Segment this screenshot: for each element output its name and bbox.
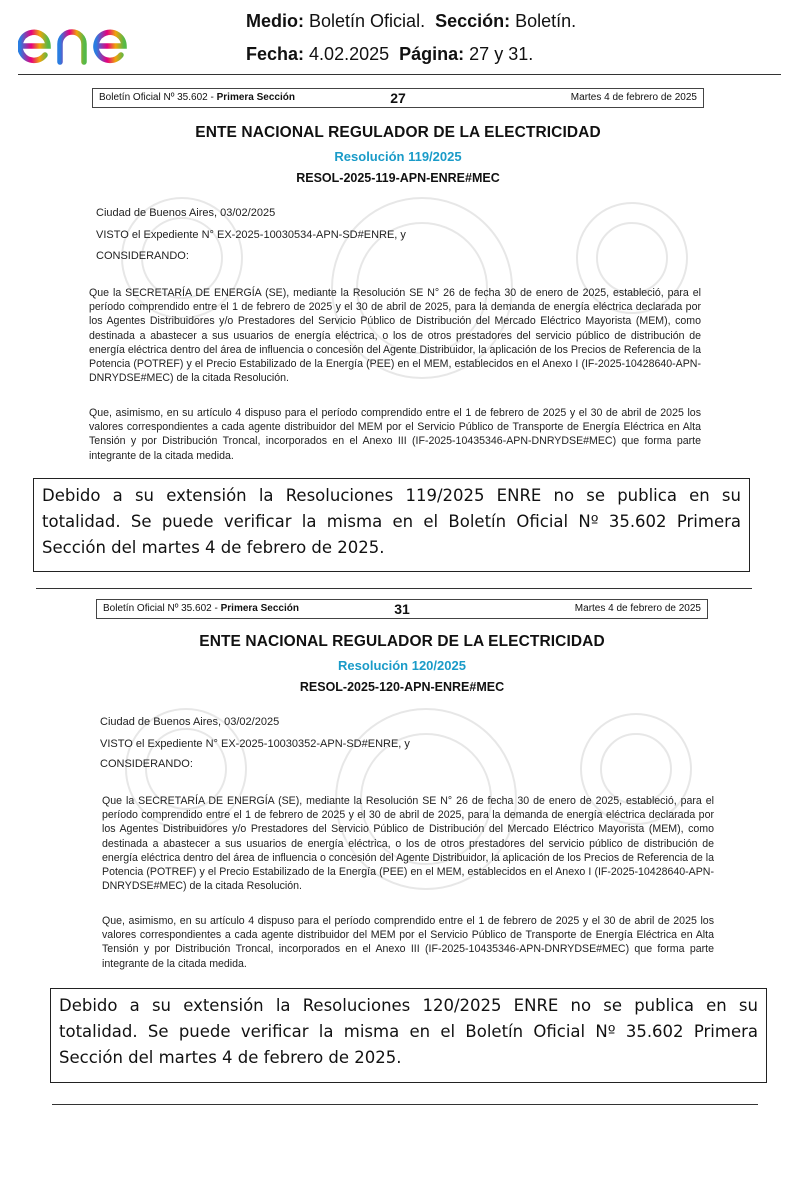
visto-line: VISTO el Expediente N° EX-2025-10030534-APN-SD#ENRE, y — [96, 229, 406, 241]
notice-box-119: Debido a su extensión la Resoluciones 119/2025 ENRE no se publica en su totalidad. Se puede verificar la misma en el Boletín Oficial Nº 35.602 Primera Sección del martes 4 de febrero de 2025. — [33, 478, 750, 572]
paragraph-2: Que, asimismo, en su artículo 4 dispuso para el período comprendido entre el 1 de febrero de 2025 y el 30 de abril de 2025 los valores correspondientes a cada agente distribuidor del MEM por el Servicio Público de Transporte de Energía Eléctrica en Alta Tensión y por Distribución Troncal, incorporados en el Anexo III (IF-2025-10435346-APN-DNRYDSE#MEC) que forma parte integrante de la citada medida. — [89, 407, 701, 462]
boletin-page-number: 31 — [394, 601, 410, 617]
organism-title: ENTE NACIONAL REGULADOR DE LA ELECTRICIDAD — [195, 124, 601, 141]
considerando-label: CONSIDERANDO: — [100, 758, 193, 770]
resolution-code: RESOL-2025-120-APN-ENRE#MEC — [299, 680, 505, 694]
boletin-date: Martes 4 de febrero de 2025 — [574, 603, 701, 614]
boletin-issue: Boletín Oficial Nº 35.602 - Primera Sección — [99, 92, 295, 103]
boletin-page-number: 27 — [390, 90, 406, 106]
pagina-label: Página: — [399, 44, 465, 64]
paragraph-1: Que la SECRETARÍA DE ENERGÍA (SE), mediante la Resolución SE N° 26 de fecha 30 de enero de 2025, estableció, para el período comprendido entre el 1 de febrero de 2025 y el 30 de abril de 2025, para la demanda de energía eléctrica declarada por los Agentes Distribuidores y/o Prestadores del Servicio Público de Distribución del Mercado Eléctrico Mayorista (MEM), como destinada a abastecer a sus usuarios de energía eléctrica, o los de otros prestadores del servicio público de distribución de energía eléctrica dentro del área de influencia o concesión del Agente Distribuidor, la aplicación de los Precios de Referencia de la Potencia (POTREF) y el Precio Estabilizado de la Energía (PEE) en el MEM, establecidos en el Anexo I (IF-2025-10428640-APN-DNRYDSE#MEC) de la citada Resolución. — [89, 287, 701, 385]
meta-row-fecha — [246, 43, 576, 76]
seccion-label: Sección: — [435, 11, 511, 31]
city-date: Ciudad de Buenos Aires, 03/02/2025 — [100, 716, 280, 728]
boletin-header-bar — [92, 88, 704, 108]
enel-logo — [18, 10, 170, 68]
city-date: Ciudad de Buenos Aires, 03/02/2025 — [96, 207, 276, 219]
pagina-value: 27 y 31. — [469, 44, 534, 64]
clip-resolucion-120 — [96, 599, 714, 979]
fecha-label: Fecha: — [246, 44, 305, 64]
seccion-value: Boletín. — [515, 11, 577, 31]
medio-value: Boletín Oficial. — [309, 11, 426, 31]
boletin-header-bar — [96, 599, 708, 619]
press-clip-metadata — [246, 10, 576, 76]
section-divider — [36, 588, 752, 589]
medio-label: Medio: — [246, 11, 304, 31]
boletin-issue: Boletín Oficial Nº 35.602 - Primera Sección — [103, 603, 299, 614]
enel-logo-mark — [18, 10, 170, 68]
header-divider — [18, 74, 781, 75]
meta-row-medio — [246, 10, 576, 43]
bottom-divider — [52, 1104, 758, 1105]
fecha-value: 4.02.2025 — [309, 44, 390, 64]
resolution-code: RESOL-2025-119-APN-ENRE#MEC — [296, 171, 500, 185]
paragraph-2: Que, asimismo, en su artículo 4 dispuso para el período comprendido entre el 1 de febrero de 2025 y el 30 de abril de 2025 los valores correspondientes a cada agente distribuidor del MEM por el Servicio Público de Transporte de Energía Eléctrica en Alta Tensión y por Distribución Troncal, incorporados en el Anexo III (IF-2025-10435346-APN-DNRYDSE#MEC) que forma parte integrante de la citada medida. — [102, 915, 714, 970]
clip-resolucion-119 — [89, 88, 704, 468]
visto-line: VISTO el Expediente N° EX-2025-10030352-APN-SD#ENRE, y — [100, 738, 410, 750]
resolution-number: Resolución 120/2025 — [338, 658, 466, 673]
resolution-number: Resolución 119/2025 — [334, 149, 462, 164]
boletin-date: Martes 4 de febrero de 2025 — [570, 92, 697, 103]
paragraph-1: Que la SECRETARÍA DE ENERGÍA (SE), mediante la Resolución SE N° 26 de fecha 30 de enero de 2025, estableció, para el período comprendido entre el 1 de febrero de 2025 y el 30 de abril de 2025, para la demanda de energía eléctrica declarada por los Agentes Distribuidores y/o Prestadores del Servicio Público de Distribución del Mercado Eléctrico Mayorista (MEM), como destinada a abastecer a sus usuarios de energía eléctrica, o los de otros prestadores del servicio público de distribución de energía eléctrica dentro del área de influencia o concesión del Agente Distribuidor, la aplicación de los Precios de Referencia de la Potencia (POTREF) y el Precio Estabilizado de la Energía (PEE) en el MEM, establecidos en el Anexo I (IF-2025-10428640-APN-DNRYDSE#MEC) de la citada Resolución. — [102, 795, 714, 893]
considerando-label: CONSIDERANDO: — [96, 250, 189, 262]
notice-box-120: Debido a su extensión la Resoluciones 120/2025 ENRE no se publica en su totalidad. Se puede verificar la misma en el Boletín Oficial Nº 35.602 Primera Sección del martes 4 de febrero de 2025. — [50, 988, 767, 1083]
organism-title: ENTE NACIONAL REGULADOR DE LA ELECTRICIDAD — [199, 633, 605, 650]
